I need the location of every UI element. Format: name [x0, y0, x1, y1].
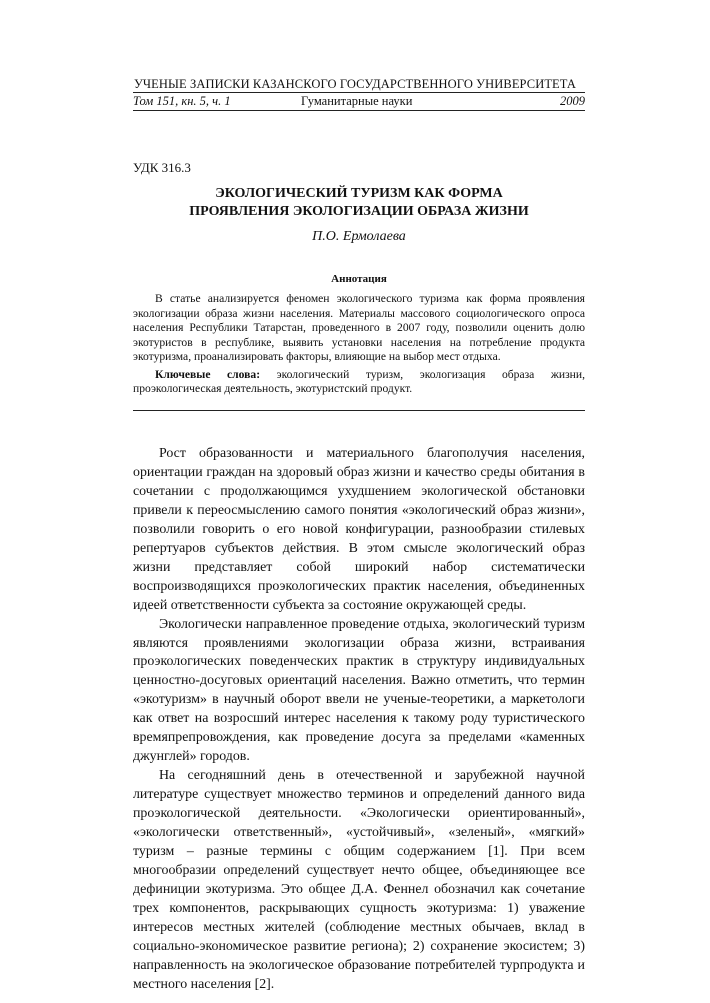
body-paragraph: На сегодняшний день в отечественной и зарубежной научной литературе существует множество терминов и определений данного вида проэкологической деятельности. «Экологически ориентированный», «экологически ответственный», «устойчивый», «зеленый», «мягкий» туризм – разные термины с общим содержанием [1]. При всем многообразии определений существует нечто общее, объединяющее все дефиниции экотуризма. Это общее Д.А. Феннел обозначил как сочетание трех компонентов, раскрывающих сущность экотуризма: 1) уважение интересов местных жителей (соблюдение местных обычаев, вклад в социально-экономическое развитие региона); 2) сохранение экосистем; 3) направленность на экологическое образование потребителей турпродукта и местного населения [2].: [133, 768, 585, 992]
udc-code: УДК 316.3: [133, 160, 191, 175]
title-line: ПРОЯВЛЕНИЯ ЭКОЛОГИЗАЦИИ ОБРАЗА ЖИЗНИ: [189, 204, 529, 219]
keywords-label: Ключевые слова:: [155, 367, 261, 381]
journal-title: УЧЕНЫЕ ЗАПИСКИ КАЗАНСКОГО ГОСУДАРСТВЕННОГО УНИВЕРСИТЕТА: [133, 77, 577, 91]
author: П.О. Ермолаева: [312, 229, 406, 244]
header-rule-bottom: [133, 110, 585, 111]
keywords-text: экологический туризм, экологизация образа жизни, проэкологическая деятельность, экотуристский продукт.: [133, 367, 585, 395]
body-paragraph: Экологически направленное проведение отдыха, экологический туризм являются проявлениями экологизации образа жизни, встраивания проэкологических поведенческих практик в структуру индивидуальных ценностно-досуговых ориентаций населения. Важно отметить, что термин «экотуризм» в научный оборот ввели не ученые-теоретики, а маркетологи как ответ на возросший интерес населения к такому роду туристического времяпрепровождения, как проведение досуга за пределами «каменных джунглей» городов.: [133, 616, 585, 765]
title-line: ЭКОЛОГИЧЕСКИЙ ТУРИЗМ КАК ФОРМА: [215, 186, 503, 201]
section-divider: [133, 410, 585, 411]
keywords: [133, 368, 585, 397]
section-name: Гуманитарные науки: [301, 94, 413, 108]
running-header: [133, 94, 585, 110]
year: 2009: [560, 94, 585, 108]
abstract: [133, 292, 585, 397]
article-title: [133, 185, 585, 221]
abstract-heading: Аннотация: [331, 273, 387, 285]
article-body: [133, 445, 585, 995]
abstract-text: В статье анализируется феномен экологического туризма как форма проявления экологизации образа жизни населения. Материалы массового социологического опроса населения Республики Татарстан, проведенного в 2007 году, позволили оценить долю экотуристов в республике, выявить установки населения на потребление продукта экотуризма, проанализировать факторы, влияющие на выбор мест отдыха.: [133, 292, 585, 363]
body-paragraph: Рост образованности и материального благополучия населения, ориентации граждан на здоровый образ жизни и качество среды обитания в сочетании с продолжающимся ухудшением экологической обстановки привели к переосмыслению самого понятия «экологический образ жизни», позволили говорить о его новой конфигурации, разнообразии стилевых репертуаров субъектов действия. В этом смысле экологический образ жизни представляет собой широкий набор систематически воспроизводящихся проэкологических практик населения, объединенных идеей ответственности субъекта за состояние окружающей среды.: [133, 446, 585, 613]
volume-info: Том 151, кн. 5, ч. 1: [133, 94, 231, 108]
header-rule: [133, 92, 585, 93]
